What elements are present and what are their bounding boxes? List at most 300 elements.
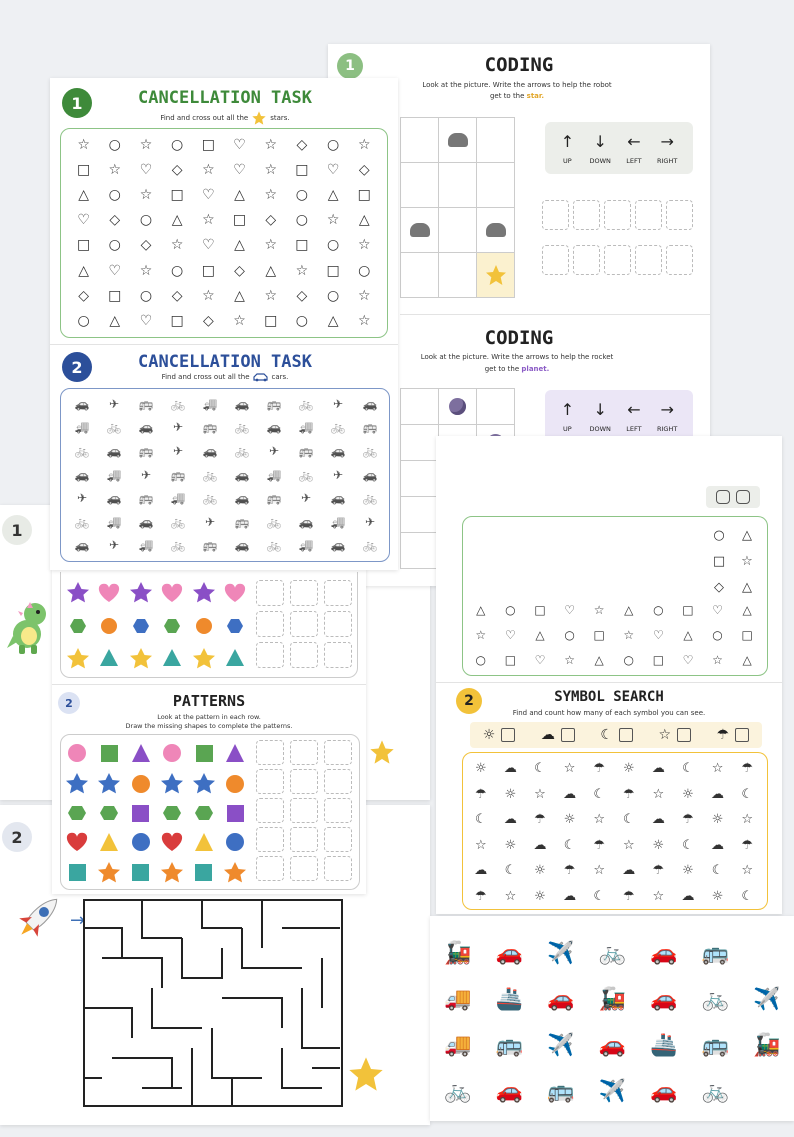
grid-symbol[interactable]: 🚲: [170, 514, 186, 529]
grid-symbol[interactable]: 🚗: [138, 514, 154, 529]
grid-symbol[interactable]: 🚚: [170, 491, 186, 506]
grid-symbol[interactable]: ☆: [358, 237, 371, 254]
grid-symbol[interactable]: ♡: [564, 602, 575, 617]
grid-symbol[interactable]: 🚗: [330, 443, 346, 458]
grid-symbol[interactable]: 🚗: [362, 467, 378, 482]
grid-symbol[interactable]: □: [201, 136, 215, 153]
grid-symbol[interactable]: ☆: [139, 136, 153, 153]
symbol-key-item: ☾: [600, 727, 633, 743]
arrow-down: ↓ DOWN: [589, 399, 611, 433]
grid-symbol[interactable]: ✈: [204, 514, 216, 529]
grid-symbol[interactable]: ☆: [593, 812, 605, 828]
grid-symbol[interactable]: ✈: [140, 467, 152, 482]
grid-symbol[interactable]: ◇: [358, 161, 370, 178]
grid-symbol[interactable]: △: [535, 627, 545, 642]
grid-symbol[interactable]: △: [78, 262, 89, 279]
grid-symbol[interactable]: ☂: [741, 837, 753, 853]
grid-symbol[interactable]: ☂: [593, 761, 605, 777]
grid-symbol[interactable]: ☆: [652, 888, 665, 904]
grid-symbol[interactable]: ◇: [171, 161, 183, 178]
grid-symbol[interactable]: ☂: [652, 863, 665, 879]
grid-symbol[interactable]: 🚚: [106, 514, 122, 529]
grid-symbol[interactable]: ☂: [534, 812, 546, 828]
grid-symbol[interactable]: ◇: [78, 287, 89, 304]
grid-symbol[interactable]: 🚚: [74, 420, 90, 435]
grid-symbol[interactable]: 🚗: [106, 443, 122, 458]
grid-symbol[interactable]: ☁: [533, 837, 547, 853]
grid-symbol[interactable]: ☆: [564, 652, 575, 667]
grid-symbol[interactable]: 🚌: [138, 491, 154, 506]
grid-symbol[interactable]: 🚲: [202, 491, 218, 506]
grid-symbol[interactable]: ☆: [77, 136, 90, 153]
grid-symbol[interactable]: ✈: [364, 514, 376, 529]
grid-symbol[interactable]: ○: [712, 627, 723, 642]
grid-symbol[interactable]: ☆: [202, 212, 215, 229]
grid-symbol[interactable]: 🚗: [138, 420, 154, 435]
grid-symbol[interactable]: 🚲: [298, 467, 314, 482]
truck-icon: 🚚: [444, 1032, 472, 1058]
grid-symbol[interactable]: ☼: [711, 888, 724, 904]
grid-symbol[interactable]: ☆: [139, 262, 153, 279]
grid-symbol[interactable]: ☾: [593, 888, 605, 904]
grid-symbol[interactable]: ○: [653, 602, 664, 617]
grid-symbol[interactable]: ♡: [202, 186, 215, 203]
grid-symbol[interactable]: 🚌: [298, 443, 314, 458]
grid-symbol[interactable]: △: [234, 287, 245, 304]
symbol-upper-partial: ○ △ □ ☆ ◇ △: [712, 527, 753, 595]
grid-symbol[interactable]: 🚲: [202, 467, 218, 482]
grid-symbol[interactable]: ☆: [202, 287, 215, 304]
grid-symbol[interactable]: ☆: [264, 186, 277, 203]
grid-symbol[interactable]: ☆: [741, 863, 753, 879]
grid-symbol[interactable]: △: [327, 186, 339, 203]
car-icon: 🚗: [650, 986, 678, 1012]
grid-symbol[interactable]: ☆: [593, 602, 605, 617]
arrow-down: ↓ DOWN: [589, 131, 611, 165]
grid-symbol[interactable]: △: [624, 602, 634, 617]
grid-symbol[interactable]: 🚚: [202, 396, 218, 411]
grid-symbol[interactable]: ♡: [712, 602, 723, 617]
grid-symbol[interactable]: ♡: [233, 161, 246, 178]
grid-symbol[interactable]: 🚲: [170, 396, 186, 411]
grid-symbol[interactable]: □: [593, 627, 605, 642]
plane-icon: ✈️: [547, 1032, 575, 1058]
grid-symbol[interactable]: 🚚: [266, 467, 282, 482]
grid-symbol[interactable]: 🚌: [202, 538, 218, 553]
grid-symbol[interactable]: ○: [295, 186, 309, 203]
grid-symbol[interactable]: ☾: [504, 863, 517, 879]
grid-symbol[interactable]: 🚚: [298, 538, 314, 553]
grid-symbol[interactable]: ☆: [358, 136, 371, 153]
star-icon: [251, 110, 267, 126]
grid-symbol[interactable]: 🚲: [330, 420, 346, 435]
grid-symbol[interactable]: ○: [326, 237, 340, 254]
grid-symbol[interactable]: ☼: [563, 812, 576, 828]
grid-symbol[interactable]: 🚗: [330, 538, 346, 553]
cancel-subtitle-1: Find and cross out all the stars.: [95, 110, 355, 126]
grid-symbol[interactable]: ✈: [332, 396, 344, 411]
grid-symbol[interactable]: 🚗: [106, 491, 122, 506]
grid-symbol[interactable]: ☁: [503, 761, 517, 777]
grid-symbol[interactable]: △: [683, 627, 693, 642]
grid-symbol[interactable]: △: [234, 186, 245, 203]
grid-symbol[interactable]: 🚚: [330, 514, 346, 529]
grid-symbol[interactable]: □: [76, 237, 91, 254]
grid-symbol[interactable]: □: [504, 652, 517, 667]
grid-symbol[interactable]: □: [108, 287, 122, 304]
grid-symbol[interactable]: □: [295, 161, 309, 178]
grid-symbol[interactable]: ♡: [326, 161, 340, 178]
grid-symbol[interactable]: 🚌: [138, 396, 154, 411]
grid-symbol[interactable]: ♡: [534, 652, 546, 667]
grid-symbol[interactable]: ☁: [503, 812, 517, 828]
grid-symbol[interactable]: 🚗: [266, 420, 282, 435]
grid-symbol[interactable]: ☆: [475, 627, 487, 642]
grid-symbol[interactable]: ☆: [712, 652, 723, 667]
grid-symbol[interactable]: 🚌: [234, 514, 250, 529]
cancel-grid-2[interactable]: [66, 392, 386, 557]
grid-symbol[interactable]: ☆: [264, 136, 277, 153]
grid-symbol[interactable]: 🚲: [74, 514, 90, 529]
grid-symbol[interactable]: ✈: [268, 443, 280, 458]
count-box[interactable]: [619, 728, 633, 742]
grid-symbol[interactable]: ☆: [108, 161, 122, 178]
patterns-divider: [52, 684, 366, 685]
patterns-title: PATTERNS: [172, 692, 246, 710]
grid-symbol[interactable]: ☆: [504, 888, 517, 904]
grid-symbol[interactable]: △: [234, 237, 245, 254]
grid-symbol[interactable]: ☂: [474, 888, 487, 904]
count-box[interactable]: [677, 728, 691, 742]
grid-symbol[interactable]: ○: [475, 652, 487, 667]
grid-symbol[interactable]: ☆: [358, 287, 371, 304]
grid-symbol[interactable]: ☁: [681, 888, 695, 904]
grid-symbol[interactable]: ○: [77, 312, 90, 329]
grid-symbol[interactable]: ○: [295, 312, 309, 329]
grid-symbol[interactable]: △: [358, 212, 370, 229]
grid-symbol[interactable]: △: [476, 602, 486, 617]
arrow-left: ← LEFT: [626, 399, 642, 433]
grid-symbol[interactable]: ☂: [741, 761, 753, 777]
grid-symbol[interactable]: 🚗: [74, 396, 90, 411]
grid-symbol[interactable]: 🚗: [202, 443, 218, 458]
grid-symbol[interactable]: ○: [295, 212, 309, 229]
grid-symbol[interactable]: ☾: [622, 812, 635, 828]
grid-symbol[interactable]: ○: [564, 627, 575, 642]
grid-symbol[interactable]: ☆: [264, 161, 277, 178]
grid-symbol[interactable]: ✈: [76, 491, 88, 506]
grid-symbol[interactable]: ☆: [652, 786, 665, 802]
grid-symbol[interactable]: ☂: [622, 786, 635, 802]
grid-symbol[interactable]: ☆: [358, 312, 371, 329]
grid-symbol[interactable]: ☁: [622, 863, 636, 879]
rock-icon: [486, 223, 506, 237]
grid-symbol[interactable]: 🚗: [330, 491, 346, 506]
grid-symbol[interactable]: □: [357, 186, 371, 203]
grid-symbol[interactable]: 🚌: [138, 443, 154, 458]
grid-symbol[interactable]: ○: [139, 287, 153, 304]
bus-icon: 🚌: [495, 1032, 523, 1058]
arrow-right: → RIGHT: [656, 131, 678, 165]
rock-icon: [410, 223, 430, 237]
grid-symbol[interactable]: ♡: [139, 312, 153, 329]
answer-boxes-1[interactable]: [542, 200, 693, 275]
car-icon: 🚗: [495, 1078, 523, 1104]
patterns-line-2: Draw the missing shapes to complete the patterns.: [125, 722, 293, 730]
symbol-upper-grid: [466, 597, 762, 672]
cancel-grid-1[interactable]: [68, 132, 380, 334]
grid-symbol[interactable]: ◇: [296, 136, 308, 153]
grid-symbol[interactable]: 🚌: [266, 491, 282, 506]
grid-symbol[interactable]: ☆: [593, 863, 605, 879]
grid-symbol[interactable]: □: [201, 262, 215, 279]
grid-symbol[interactable]: ☼: [622, 761, 635, 777]
grid-symbol[interactable]: ♡: [108, 262, 122, 279]
dinosaur-icon: [5, 598, 53, 656]
grid-symbol[interactable]: ♡: [682, 652, 694, 667]
grid-symbol[interactable]: △: [265, 262, 277, 279]
grid-symbol[interactable]: 🚗: [234, 396, 250, 411]
arrow-right: → RIGHT: [656, 399, 678, 433]
grid-symbol[interactable]: 🚲: [170, 538, 186, 553]
grid-symbol[interactable]: ♡: [77, 212, 90, 229]
maze[interactable]: [82, 898, 344, 1110]
grid-symbol[interactable]: ○: [171, 262, 184, 279]
cancel-divider: [50, 344, 398, 345]
grid-symbol[interactable]: ○: [326, 136, 340, 153]
grid-symbol[interactable]: 🚗: [234, 467, 250, 482]
grid-symbol[interactable]: ☆: [170, 237, 184, 254]
grid-symbol[interactable]: □: [326, 262, 340, 279]
grid-symbol[interactable]: 🚲: [266, 538, 282, 553]
grid-symbol[interactable]: ✈: [332, 467, 344, 482]
grid-symbol[interactable]: ☾: [711, 863, 724, 879]
grid-symbol[interactable]: ○: [623, 652, 634, 667]
grid-symbol[interactable]: 🚲: [74, 443, 90, 458]
grid-symbol[interactable]: △: [171, 212, 183, 229]
grid-symbol[interactable]: ☾: [682, 761, 694, 777]
grid-symbol[interactable]: ◇: [109, 212, 121, 229]
grid-symbol[interactable]: 🚲: [362, 538, 378, 553]
bus-icon: 🚌: [701, 940, 729, 966]
bike-icon: 🚲: [444, 1078, 472, 1104]
coding-title-1: CODING: [484, 54, 554, 76]
patterns-answer-1[interactable]: [256, 580, 352, 668]
grid-symbol[interactable]: ☁: [563, 786, 577, 802]
grid-symbol[interactable]: ☆: [474, 837, 487, 853]
grid-symbol[interactable]: ✈: [108, 396, 120, 411]
grid-symbol[interactable]: ☁: [474, 863, 488, 879]
grid-symbol[interactable]: 🚌: [170, 467, 186, 482]
grid-symbol[interactable]: 🚌: [362, 420, 378, 435]
grid-symbol[interactable]: ☾: [474, 812, 487, 828]
grid-symbol[interactable]: ☼: [534, 863, 546, 879]
patterns-answer-2[interactable]: [256, 740, 352, 881]
arrow-key-1: [545, 122, 693, 174]
grid-symbol[interactable]: ☆: [139, 186, 153, 203]
grid-symbol[interactable]: ☆: [563, 761, 576, 777]
coding-target-star: star.: [526, 92, 545, 100]
grid-symbol[interactable]: ☂: [622, 888, 635, 904]
grid-symbol[interactable]: 🚚: [106, 467, 122, 482]
grid-symbol[interactable]: ☆: [741, 812, 753, 828]
count-box[interactable]: [561, 728, 575, 742]
symbol-key-item: ☼: [483, 727, 516, 743]
grid-symbol[interactable]: ☆: [295, 262, 309, 279]
grid-symbol[interactable]: □: [264, 312, 278, 329]
grid-symbol[interactable]: ☼: [504, 837, 517, 853]
grid-symbol[interactable]: ☼: [682, 863, 694, 879]
grid-symbol[interactable]: ☼: [711, 812, 724, 828]
grid-symbol[interactable]: 🚚: [298, 420, 314, 435]
car-outline-icon: [253, 372, 269, 382]
grid-symbol[interactable]: ◇: [265, 212, 277, 229]
grid-symbol[interactable]: ☆: [622, 837, 635, 853]
grid-symbol[interactable]: ☼: [652, 837, 665, 853]
count-box[interactable]: [501, 728, 515, 742]
grid-symbol[interactable]: ♡: [652, 627, 664, 642]
grid-symbol[interactable]: ☾: [593, 786, 605, 802]
grid-symbol[interactable]: ○: [108, 186, 121, 203]
bike-icon: 🚲: [598, 940, 626, 966]
grid-symbol[interactable]: ☆: [326, 212, 340, 229]
grid-symbol[interactable]: △: [109, 312, 121, 329]
grid-symbol[interactable]: ◇: [171, 287, 183, 304]
grid-symbol[interactable]: ☁: [563, 888, 577, 904]
grid-symbol[interactable]: 🚲: [106, 420, 122, 435]
grid-symbol[interactable]: □: [295, 237, 309, 254]
bike-icon: 🚲: [701, 986, 729, 1012]
grid-symbol[interactable]: ○: [326, 287, 340, 304]
star-decor-icon-2: [368, 738, 396, 766]
train-icon: 🚂: [598, 986, 626, 1012]
grid-symbol[interactable]: ☂: [593, 837, 605, 853]
grid-symbol[interactable]: ☆: [264, 237, 277, 254]
grid-symbol[interactable]: □: [682, 602, 694, 617]
grid-symbol[interactable]: ☆: [534, 786, 546, 802]
grid-symbol[interactable]: □: [652, 652, 665, 667]
grid-symbol[interactable]: 🚌: [202, 420, 218, 435]
ship-icon: 🚢: [650, 1032, 678, 1058]
arrow-up: ↑ UP: [560, 399, 575, 433]
grid-symbol[interactable]: ☼: [534, 888, 546, 904]
grid-symbol[interactable]: ☂: [682, 812, 694, 828]
grid-symbol[interactable]: ○: [108, 237, 121, 254]
grid-symbol[interactable]: □: [232, 212, 247, 229]
grid-symbol[interactable]: ☼: [682, 786, 694, 802]
grid-symbol[interactable]: ✈: [172, 443, 184, 458]
patterns-row-1: [64, 580, 254, 672]
grid-symbol[interactable]: □: [170, 186, 184, 203]
grid-symbol[interactable]: 🚗: [74, 538, 90, 553]
grid-symbol[interactable]: ☁: [651, 812, 665, 828]
grid-symbol[interactable]: ☁: [651, 761, 665, 777]
grid-symbol[interactable]: ☼: [474, 761, 487, 777]
grid-symbol[interactable]: ◇: [296, 287, 308, 304]
grid-symbol[interactable]: □: [170, 312, 184, 329]
symbol-title: SYMBOL SEARCH: [554, 689, 664, 705]
grid-symbol[interactable]: △: [742, 602, 752, 617]
grid-symbol[interactable]: ☆: [233, 312, 246, 329]
grid-symbol[interactable]: ♡: [139, 161, 153, 178]
symbol-key-item: ☁: [541, 727, 575, 743]
grid-symbol[interactable]: 🚗: [74, 467, 90, 482]
grid-symbol[interactable]: ◇: [234, 262, 245, 279]
grid-symbol[interactable]: ✈: [300, 491, 312, 506]
grid-symbol[interactable]: ☁: [711, 837, 725, 853]
grid-symbol[interactable]: 🚲: [234, 420, 250, 435]
grid-symbol[interactable]: 🚲: [362, 491, 378, 506]
grid-symbol[interactable]: ✈: [108, 538, 120, 553]
plane-icon: ✈️: [753, 986, 781, 1012]
bus-icon: 🚌: [701, 1032, 729, 1058]
grid-symbol[interactable]: ○: [505, 602, 516, 617]
grid-symbol[interactable]: ☆: [711, 761, 724, 777]
grid-symbol[interactable]: ♡: [505, 627, 516, 642]
patterns-badge: 2: [58, 692, 80, 714]
grid-symbol[interactable]: ♡: [202, 237, 215, 254]
bus-icon: 🚌: [547, 1078, 575, 1104]
grid-symbol[interactable]: △: [594, 652, 604, 667]
grid-symbol[interactable]: ☾: [741, 888, 753, 904]
grid-symbol[interactable]: ☼: [504, 786, 517, 802]
arrow-up: ↑ UP: [560, 131, 575, 165]
grid-symbol[interactable]: ☁: [711, 786, 725, 802]
grid-symbol[interactable]: 🚌: [266, 396, 282, 411]
count-box[interactable]: [735, 728, 749, 742]
grid-symbol[interactable]: ○: [108, 136, 121, 153]
grid-symbol[interactable]: ☂: [474, 786, 487, 802]
grid-symbol[interactable]: 🚲: [266, 514, 282, 529]
grid-symbol[interactable]: ☂: [563, 863, 576, 879]
grid-symbol[interactable]: ○: [171, 136, 184, 153]
grid-symbol[interactable]: □: [741, 627, 753, 642]
grid-symbol[interactable]: 🚚: [138, 538, 154, 553]
grid-symbol[interactable]: ☾: [741, 786, 753, 802]
grid-symbol[interactable]: ☆: [264, 287, 277, 304]
grid-symbol[interactable]: □: [76, 161, 91, 178]
grid-symbol[interactable]: 🚲: [362, 443, 378, 458]
grid-symbol[interactable]: △: [78, 186, 89, 203]
grid-symbol[interactable]: ◇: [202, 312, 214, 329]
patterns-line-1: Look at the pattern in each row.: [157, 713, 261, 721]
grid-symbol[interactable]: ✈: [172, 420, 184, 435]
grid-symbol[interactable]: ☾: [682, 837, 694, 853]
car-icon: 🚗: [547, 986, 575, 1012]
grid-symbol[interactable]: △: [327, 312, 339, 329]
grid-symbol[interactable]: ◇: [140, 237, 152, 254]
coding-grid-1[interactable]: [400, 117, 515, 298]
car-icon: 🚗: [650, 1078, 678, 1104]
grid-symbol[interactable]: ☆: [623, 627, 635, 642]
plane-icon: ✈️: [598, 1078, 626, 1104]
grid-symbol[interactable]: ☾: [534, 761, 546, 777]
grid-symbol[interactable]: ☆: [202, 161, 215, 178]
grid-symbol[interactable]: ○: [358, 262, 371, 279]
grid-symbol[interactable]: 🚲: [298, 396, 314, 411]
grid-symbol[interactable]: ☾: [563, 837, 576, 853]
grid-symbol[interactable]: 🚗: [234, 491, 250, 506]
grid-symbol[interactable]: ○: [139, 212, 153, 229]
grid-symbol[interactable]: 🚗: [298, 514, 314, 529]
grid-symbol[interactable]: ♡: [233, 136, 246, 153]
coding-instructions-1: Look at the picture. Write the arrows to help the robot: [422, 81, 612, 89]
grid-symbol[interactable]: □: [534, 602, 546, 617]
grid-symbol[interactable]: 🚲: [234, 443, 250, 458]
grid-symbol[interactable]: △: [742, 652, 752, 667]
grid-symbol[interactable]: 🚗: [362, 396, 378, 411]
grid-symbol[interactable]: 🚗: [234, 538, 250, 553]
